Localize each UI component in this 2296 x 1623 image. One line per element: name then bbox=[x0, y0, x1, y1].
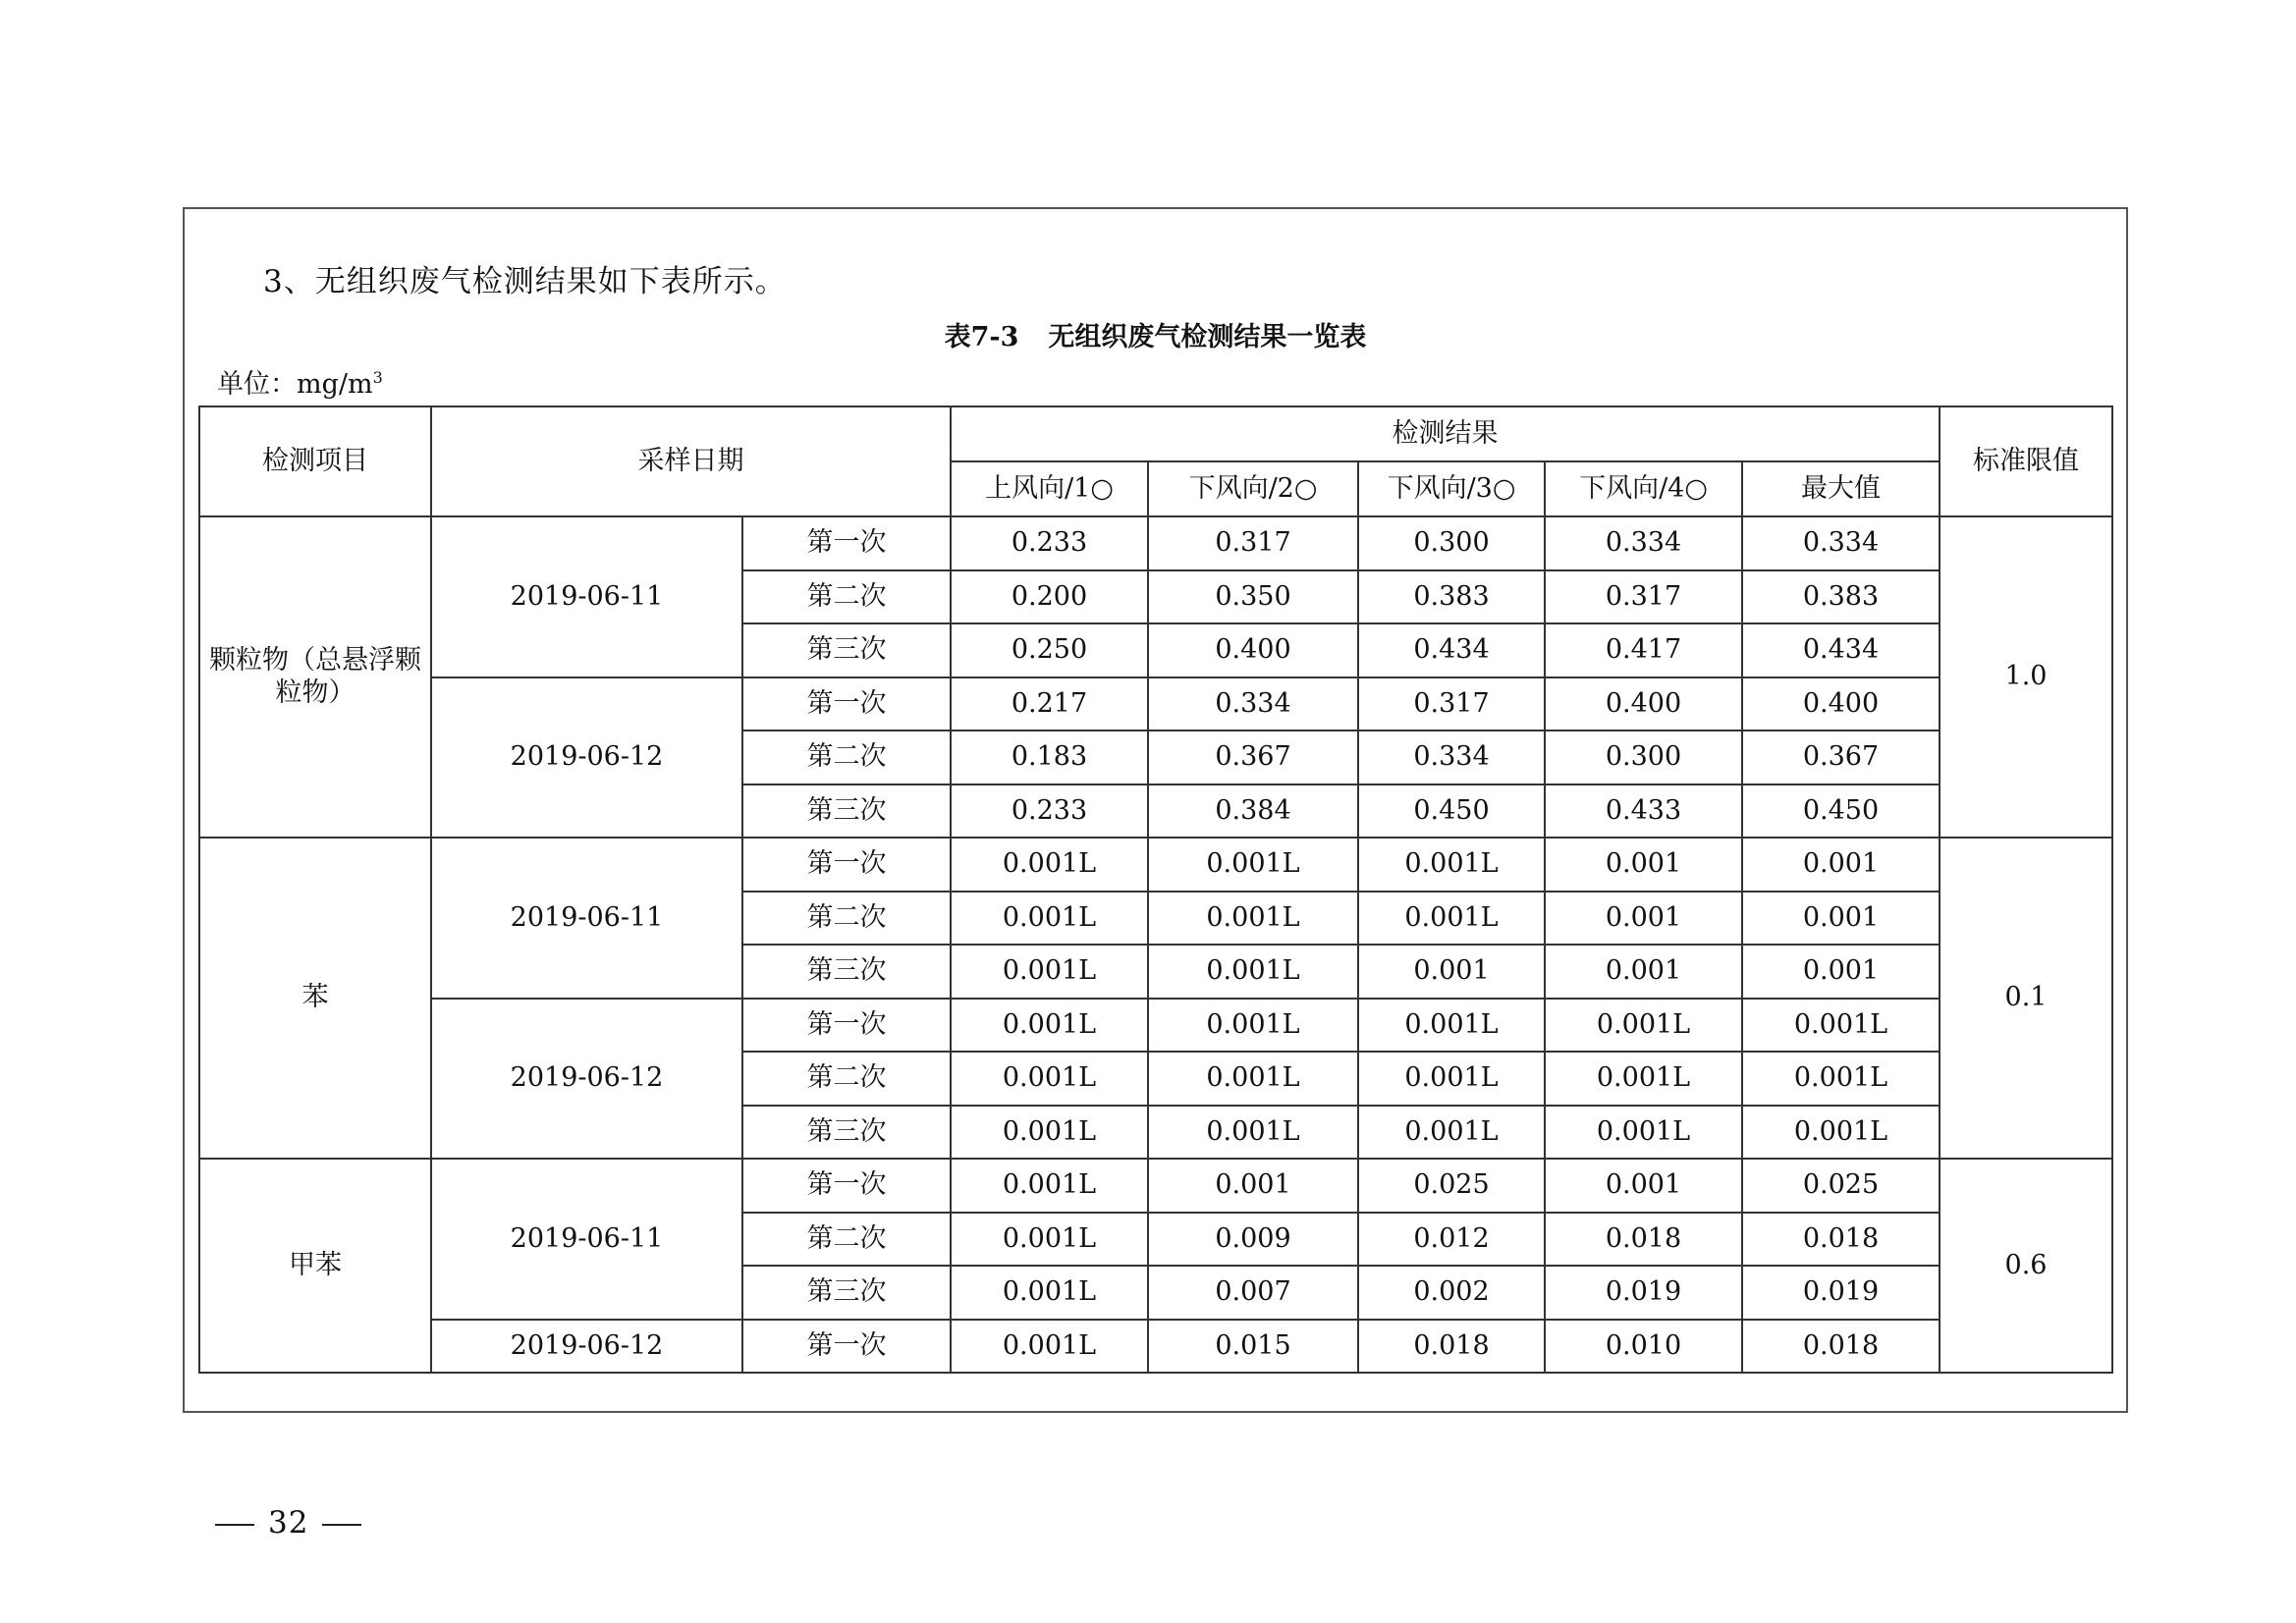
value-cell: 0.233 bbox=[951, 516, 1148, 570]
value-cell: 0.019 bbox=[1742, 1266, 1940, 1320]
value-cell: 0.001L bbox=[1742, 1106, 1940, 1160]
value-cell: 0.250 bbox=[951, 623, 1148, 677]
sample-round-cell: 第二次 bbox=[742, 1052, 951, 1106]
value-cell: 0.217 bbox=[951, 677, 1148, 731]
value-cell: 0.001L bbox=[1148, 945, 1358, 999]
value-cell: 0.001L bbox=[1148, 892, 1358, 946]
value-cell: 0.009 bbox=[1148, 1213, 1358, 1267]
value-cell: 0.433 bbox=[1545, 784, 1742, 839]
sample-round-cell: 第三次 bbox=[742, 945, 951, 999]
table-row bbox=[199, 677, 2112, 731]
value-cell: 0.300 bbox=[1358, 516, 1545, 570]
value-cell: 0.400 bbox=[1742, 677, 1940, 731]
value-cell: 0.400 bbox=[1148, 623, 1358, 677]
dash-right bbox=[322, 1524, 361, 1526]
value-cell: 0.018 bbox=[1358, 1320, 1545, 1374]
header-point: 上风向/1○ bbox=[951, 461, 1148, 516]
value-cell: 0.018 bbox=[1742, 1213, 1940, 1267]
header-point: 最大值 bbox=[1742, 461, 1940, 516]
header-limit: 标准限值 bbox=[1940, 406, 2112, 516]
limit-cell: 0.1 bbox=[1940, 838, 2112, 1159]
value-cell: 0.001L bbox=[951, 999, 1148, 1053]
sample-round-cell: 第二次 bbox=[742, 1213, 951, 1267]
value-cell: 0.001L bbox=[1358, 1106, 1545, 1160]
value-cell: 0.001L bbox=[1545, 1052, 1742, 1106]
table-row bbox=[199, 1159, 2112, 1213]
value-cell: 0.018 bbox=[1742, 1320, 1940, 1374]
value-cell: 0.400 bbox=[1545, 677, 1742, 731]
date-cell: 2019-06-12 bbox=[431, 677, 742, 839]
value-cell: 0.334 bbox=[1358, 730, 1545, 784]
value-cell: 0.001 bbox=[1148, 1159, 1358, 1213]
value-cell: 0.350 bbox=[1148, 570, 1358, 624]
header-point: 下风向/3○ bbox=[1358, 461, 1545, 516]
value-cell: 0.334 bbox=[1742, 516, 1940, 570]
value-cell: 0.001 bbox=[1545, 838, 1742, 892]
value-cell: 0.001 bbox=[1742, 838, 1940, 892]
value-cell: 0.019 bbox=[1545, 1266, 1742, 1320]
page-frame bbox=[183, 207, 2128, 1413]
date-cell: 2019-06-12 bbox=[431, 999, 742, 1160]
header-item: 检测项目 bbox=[199, 406, 431, 516]
table-row bbox=[199, 838, 2112, 892]
value-cell: 0.002 bbox=[1358, 1266, 1545, 1320]
value-cell: 0.025 bbox=[1358, 1159, 1545, 1213]
value-cell: 0.001L bbox=[1148, 838, 1358, 892]
value-cell: 0.001L bbox=[951, 838, 1148, 892]
value-cell: 0.183 bbox=[951, 730, 1148, 784]
value-cell: 0.334 bbox=[1545, 516, 1742, 570]
sample-round-cell: 第一次 bbox=[742, 838, 951, 892]
value-cell: 0.001 bbox=[1742, 892, 1940, 946]
value-cell: 0.001L bbox=[1358, 892, 1545, 946]
header-point: 下风向/4○ bbox=[1545, 461, 1742, 516]
value-cell: 0.001L bbox=[951, 1159, 1148, 1213]
value-cell: 0.317 bbox=[1545, 570, 1742, 624]
dash-left bbox=[215, 1524, 254, 1526]
date-cell: 2019-06-11 bbox=[431, 838, 742, 999]
sample-round-cell: 第一次 bbox=[742, 1159, 951, 1213]
sample-round-cell: 第二次 bbox=[742, 570, 951, 624]
item-cell: 苯 bbox=[199, 838, 431, 1159]
value-cell: 0.001L bbox=[1358, 1052, 1545, 1106]
value-cell: 0.233 bbox=[951, 784, 1148, 839]
date-cell: 2019-06-11 bbox=[431, 516, 742, 677]
item-cell: 甲苯 bbox=[199, 1159, 431, 1373]
sample-round-cell: 第三次 bbox=[742, 1106, 951, 1160]
value-cell: 0.001L bbox=[1545, 1106, 1742, 1160]
sample-round-cell: 第二次 bbox=[742, 730, 951, 784]
table-body bbox=[199, 406, 2112, 1373]
sample-round-cell: 第三次 bbox=[742, 784, 951, 839]
header-results: 检测结果 bbox=[951, 406, 1940, 461]
table-row bbox=[199, 999, 2112, 1053]
value-cell: 0.434 bbox=[1742, 623, 1940, 677]
value-cell: 0.417 bbox=[1545, 623, 1742, 677]
sample-round-cell: 第一次 bbox=[742, 516, 951, 570]
value-cell: 0.001L bbox=[1742, 1052, 1940, 1106]
header-date: 采样日期 bbox=[431, 406, 951, 516]
value-cell: 0.334 bbox=[1148, 677, 1358, 731]
sample-round-cell: 第二次 bbox=[742, 892, 951, 946]
value-cell: 0.001L bbox=[1148, 1052, 1358, 1106]
value-cell: 0.015 bbox=[1148, 1320, 1358, 1374]
value-cell: 0.001L bbox=[951, 1266, 1148, 1320]
sample-round-cell: 第三次 bbox=[742, 1266, 951, 1320]
limit-cell: 0.6 bbox=[1940, 1159, 2112, 1373]
value-cell: 0.317 bbox=[1358, 677, 1545, 731]
value-cell: 0.300 bbox=[1545, 730, 1742, 784]
sample-round-cell: 第一次 bbox=[742, 677, 951, 731]
table-row bbox=[199, 1320, 2112, 1374]
value-cell: 0.001L bbox=[1545, 999, 1742, 1053]
value-cell: 0.001 bbox=[1545, 1159, 1742, 1213]
value-cell: 0.001L bbox=[1358, 838, 1545, 892]
unit-label bbox=[217, 362, 383, 401]
value-cell: 0.001L bbox=[951, 892, 1148, 946]
header-point: 下风向/2○ bbox=[1148, 461, 1358, 516]
value-cell: 0.200 bbox=[951, 570, 1148, 624]
value-cell: 0.001 bbox=[1742, 945, 1940, 999]
value-cell: 0.001L bbox=[951, 1106, 1148, 1160]
item-cell: 颗粒物（总悬浮颗粒物） bbox=[199, 516, 431, 838]
value-cell: 0.001L bbox=[1148, 1106, 1358, 1160]
sample-round-cell: 第一次 bbox=[742, 999, 951, 1053]
value-cell: 0.001L bbox=[1148, 999, 1358, 1053]
value-cell: 0.001 bbox=[1545, 945, 1742, 999]
table-row bbox=[199, 516, 2112, 570]
sample-round-cell: 第三次 bbox=[742, 623, 951, 677]
header-row-1 bbox=[199, 406, 2112, 461]
value-cell: 0.384 bbox=[1148, 784, 1358, 839]
value-cell: 0.018 bbox=[1545, 1213, 1742, 1267]
value-cell: 0.367 bbox=[1148, 730, 1358, 784]
intro-paragraph: 3、无组织废气检测结果如下表所示。 bbox=[263, 264, 787, 299]
value-cell: 0.450 bbox=[1358, 784, 1545, 839]
date-cell: 2019-06-12 bbox=[431, 1320, 742, 1374]
value-cell: 0.317 bbox=[1148, 516, 1358, 570]
results-table bbox=[198, 406, 2113, 1374]
value-cell: 0.383 bbox=[1742, 570, 1940, 624]
value-cell: 0.434 bbox=[1358, 623, 1545, 677]
value-cell: 0.001 bbox=[1358, 945, 1545, 999]
date-cell: 2019-06-11 bbox=[431, 1159, 742, 1320]
limit-cell: 1.0 bbox=[1940, 516, 2112, 838]
value-cell: 0.001L bbox=[1358, 999, 1545, 1053]
value-cell: 0.001L bbox=[1742, 999, 1940, 1053]
value-cell: 0.001L bbox=[951, 945, 1148, 999]
value-cell: 0.367 bbox=[1742, 730, 1940, 784]
value-cell: 0.007 bbox=[1148, 1266, 1358, 1320]
value-cell: 0.010 bbox=[1545, 1320, 1742, 1374]
value-cell: 0.012 bbox=[1358, 1213, 1545, 1267]
unit-superscript: 3 bbox=[372, 368, 383, 387]
value-cell: 0.025 bbox=[1742, 1159, 1940, 1213]
value-cell: 0.001L bbox=[951, 1213, 1148, 1267]
unit-text: 单位：mg/m bbox=[217, 369, 373, 400]
value-cell: 0.383 bbox=[1358, 570, 1545, 624]
value-cell: 0.001L bbox=[951, 1320, 1148, 1374]
table-number: 表7-3 bbox=[944, 322, 1019, 352]
value-cell: 0.001 bbox=[1545, 892, 1742, 946]
sample-round-cell: 第一次 bbox=[742, 1320, 951, 1374]
table-caption bbox=[185, 315, 2126, 353]
table-title: 无组织废气检测结果一览表 bbox=[1048, 322, 1367, 352]
value-cell: 0.450 bbox=[1742, 784, 1940, 839]
value-cell: 0.001L bbox=[951, 1052, 1148, 1106]
page-number-text: 32 bbox=[268, 1505, 309, 1541]
page-number bbox=[201, 1505, 375, 1541]
